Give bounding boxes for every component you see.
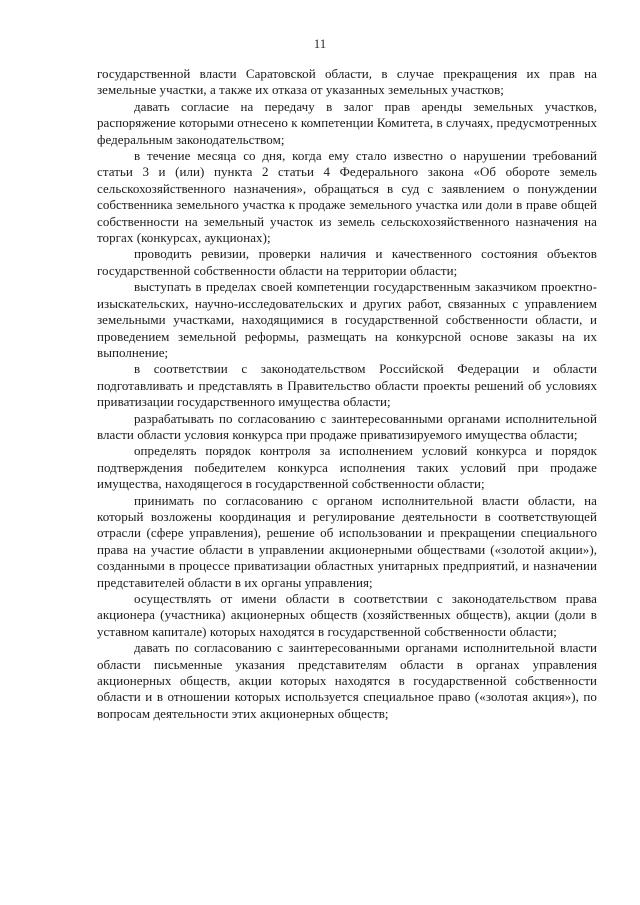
paragraph: давать по согласованию с заинтересованными органами исполнительной власти области письменные указания представителям области в органах управления акционерных обществ, акции которых находятся в государственной собственности области и в отношении которых используется специальное право («золотая акция»), по вопросам деятельности этих акционерных обществ; (97, 640, 597, 721)
paragraph: определять порядок контроля за исполнением условий конкурса и порядок подтверждения победителем конкурса исполнения таких условий при продаже имущества, находящегося в государственной собственности области; (97, 443, 597, 492)
page-number: 11 (313, 36, 327, 51)
paragraph: выступать в пределах своей компетенции государственным заказчиком проектно-изыскательских, научно-исследовательских и других работ, связанных с управлением земельными участками, находящимися в государственной собственности области, и проведением земельной реформы, размещать на конкурсной основе заказы на их выполнение; (97, 279, 597, 360)
paragraph: осуществлять от имени области в соответствии с законодательством права акционера (участника) акционерных обществ (хозяйственных обществ), акции (доли в уставном капитале) которых находятся в государственной собственности области; (97, 591, 597, 639)
paragraph: государственной власти Саратовской области, в случае прекращения их прав на земельные участки, а также их отказа от указанных земельных участков; (97, 66, 597, 98)
paragraph: в соответствии с законодательством Российской Федерации и области подготавливать и представлять в Правительство области проекты решений об условиях приватизации государственного имущества области; (97, 361, 597, 410)
paragraph: в течение месяца со дня, когда ему стало известно о нарушении требований статьи 3 и (или) пункта 2 статьи 4 Федерального закона «Об обороте земель сельскохозяйственного назначения», обращаться в суд с заявлением о понуждении собственника земельного участка к продаже земельного участка или доли в праве общей собственности на земельный участок из земель сельскохозяйственного назначения на торгах (конкурсах, аукционах); (97, 148, 597, 246)
document-body (97, 66, 597, 722)
paragraph: проводить ревизии, проверки наличия и качественного состояния объектов государственной собственности области на территории области; (97, 246, 597, 278)
paragraph: давать согласие на передачу в залог прав аренды земельных участков, распоряжение которыми отнесено к компетенции Комитета, в случаях, предусмотренных федеральным законодательством; (97, 98, 597, 147)
paragraph: разрабатывать по согласованию с заинтересованными органами исполнительной власти области условия конкурса при продаже приватизируемого имущества области; (97, 410, 597, 442)
paragraph: принимать по согласованию с органом исполнительной власти области, на который возложены координация и регулирование деятельности в соответствующей отрасли (сфере управления), решение об использовании и прекращении специального права на участие области в управлении акционерными обществами («золотой акции»), созданными в процессе приватизации областных унитарных предприятий, и назначении представителей области в их органы управления; (97, 492, 597, 590)
